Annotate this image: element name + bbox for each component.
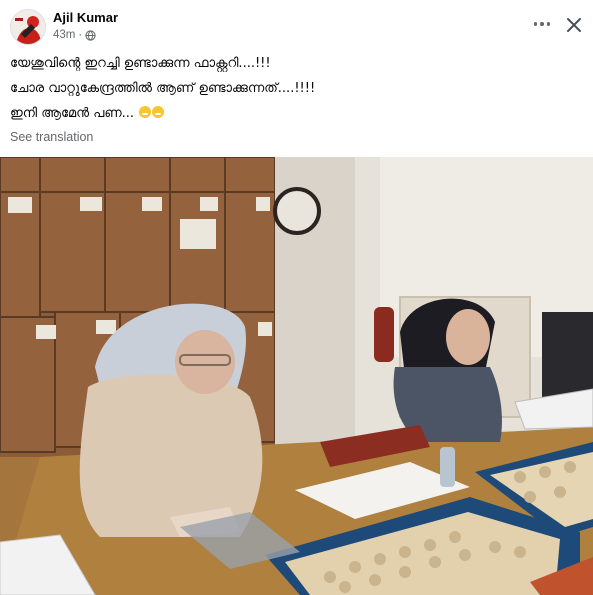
more-icon (534, 22, 538, 26)
grinning-face-emoji (139, 106, 151, 118)
post-text (10, 51, 585, 126)
see-translation-link[interactable]: See translation (10, 130, 94, 144)
post-header (0, 0, 593, 48)
close-icon (564, 15, 584, 35)
more-icon-dot (547, 22, 551, 26)
close-button[interactable] (564, 15, 584, 35)
post-line (10, 101, 585, 126)
post-photo[interactable] (0, 157, 593, 595)
post-line: യേശുവിന്റെ ഇറച്ചി ഉണ്ടാക്കുന്ന ഫാക്റ്ററി....!!! (10, 56, 271, 71)
author-name[interactable]: Ajil Kumar (53, 10, 119, 25)
post-line: ചോര വാറ്റുകേന്ദ്രത്തിൽ ആണ് ഉണ്ടാക്കുന്നത്....!!!! (10, 81, 316, 96)
more-icon-dot (540, 22, 544, 26)
globe-icon (85, 30, 96, 41)
meta-separator: · (78, 29, 83, 41)
avatar[interactable] (10, 9, 46, 45)
post-time[interactable]: 43m (53, 29, 76, 41)
post-meta (53, 29, 96, 41)
more-options-button[interactable] (531, 14, 553, 34)
post-line-text: ഇനി ആമേൻ പണ... (10, 106, 134, 121)
grinning-face-emoji (152, 106, 164, 118)
